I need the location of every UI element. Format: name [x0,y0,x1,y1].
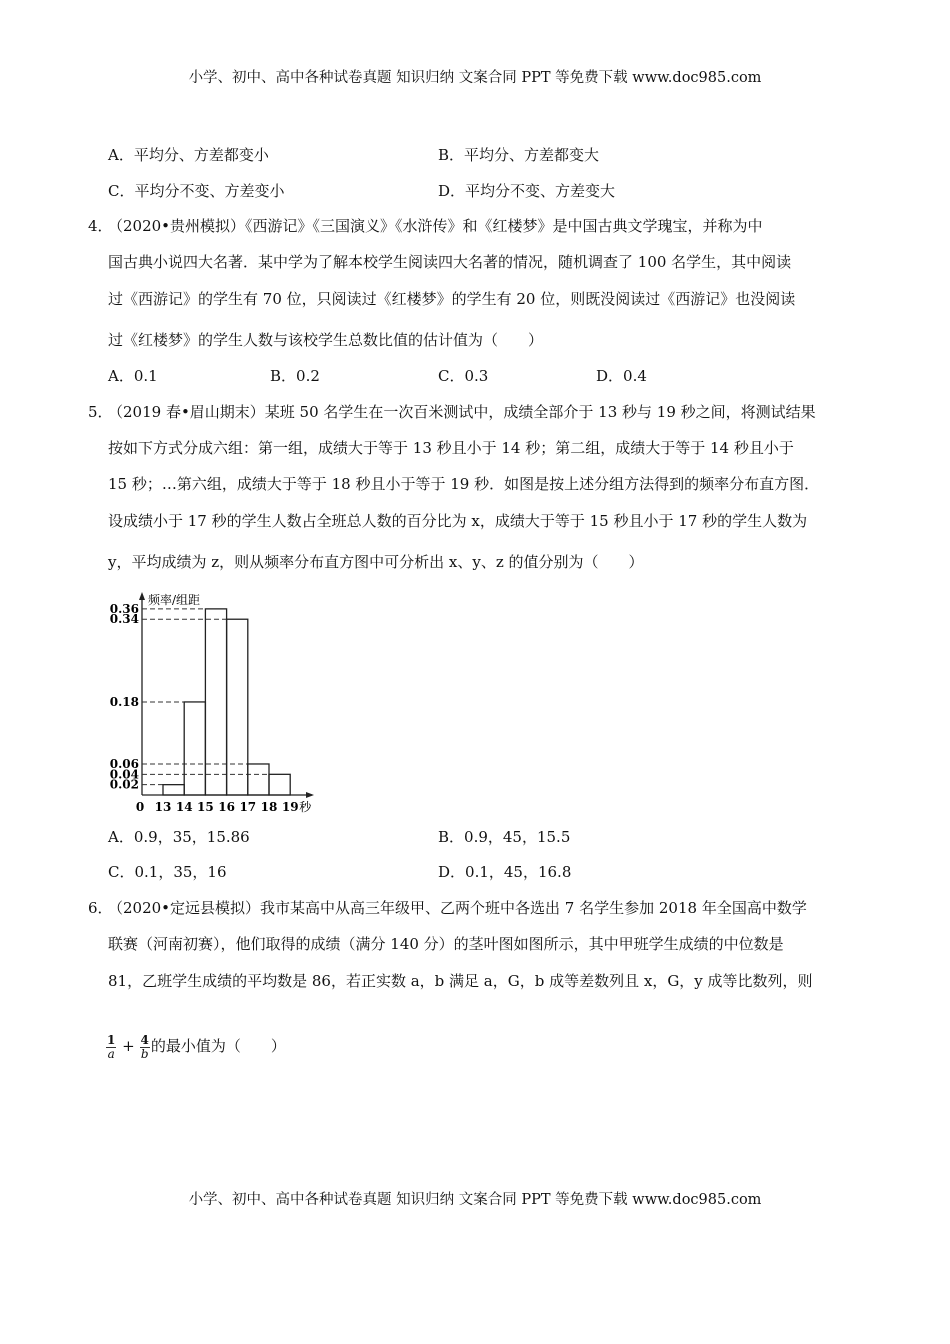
y-tick-label: 0.02 [109,777,139,792]
q5-number: 5． [88,403,113,421]
histogram-bar [227,619,248,795]
page-footer: 小学、初中、高中各种试卷真题 知识归纳 文案合同 PPT 等免费下载 www.doc985.com [188,1192,762,1208]
histogram-bar [163,785,184,795]
x-tick-label: 0 [135,800,145,814]
x-tick-label: 14 [175,800,193,814]
y-tick-label: 0.04 [109,767,139,782]
q5-line: 设成绩小于 17 秒的学生人数占全班总人数的百分比为 x，成绩大于等于 15 秒且小于 17 秒的学生人数为 [108,512,808,530]
fraction-1-over-a [106,1034,116,1061]
q5-option-a: A．0.9，35，15.86 [108,828,250,846]
q4-line: （2020•贵州模拟）《西游记》《三国演义》《水浒传》和《红楼梦》是中国古典文学瑰宝，并称为中 [108,217,763,235]
q5-option-c: C．0.1，35，16 [108,863,227,881]
q4-number: 4． [88,217,113,235]
q5-line: 按如下方式分成六组：第一组，成绩大于等于 13 秒且小于 14 秒；第二组，成绩大于等于 14 秒且小于 [108,439,794,457]
q4-option-d: D．0.4 [596,367,647,385]
y-tick-label: 0.34 [109,612,139,627]
q5-line: 15 秒；…第六组，成绩大于等于 18 秒且小于等于 19 秒．如图是按上述分组方法得到的频率分布直方图． [108,475,820,493]
q6-line: （2020•定远县模拟）我市某高中从高三年级甲、乙两个班中各选出 7 名学生参加 2018 年全国高中数学 [108,899,807,917]
q4-option-b: B．0.2 [270,367,320,385]
q3-option-a: A．平均分、方差都变小 [108,146,269,164]
q3-option-b: B．平均分、方差都变大 [438,146,600,164]
q6-formula-line [106,1028,286,1064]
histogram-bar [248,764,269,795]
q3-option-d: D．平均分不变、方差变大 [438,182,616,200]
q5-line: （2019 春•眉山期末）某班 50 名学生在一次百米测试中，成绩全部介于 13 秒与 19 秒之间，将测试结果 [108,403,816,421]
x-tick-label: 17 [239,800,257,814]
x-tick-label: 13 [154,800,172,814]
histogram-bar [205,609,226,795]
denominator: a [107,1046,115,1061]
numerator: 1 [107,1032,116,1047]
q5-line: y，平均成绩为 z，则从频率分布直方图中可分析出 x、y、z 的值分别为（ ） [108,553,644,571]
x-tick-label: 18 [260,800,278,814]
x-tick-label: 16 [218,800,235,814]
q6-line: 联赛（河南初赛），他们取得的成绩（满分 140 分）的茎叶图如图所示，其中甲班学生成绩的中位数是 [108,935,784,953]
q4-line: 过《西游记》的学生有 70 位，只阅读过《红楼梦》的学生有 20 位，则既没阅读过《西游记》也没阅读 [108,290,796,308]
y-axis-arrow-icon [139,592,145,600]
denominator: b [140,1046,149,1061]
q6-line: 81，乙班学生成绩的平均数是 86，若正实数 a，b 满足 a，G，b 成等差数列且 x，G，y 成等比数列，则 [108,972,813,990]
x-axis-arrow-icon [306,792,314,798]
q5-option-d: D．0.1，45，16.8 [438,863,572,881]
numerator: 4 [140,1032,149,1047]
q4-line: 过《红楼梦》的学生人数与该校学生总数比值的估计值为（ ） [108,331,544,349]
page-header: 小学、初中、高中各种试卷真题 知识归纳 文案合同 PPT 等免费下载 www.doc985.com [188,70,762,86]
fraction-4-over-b [140,1034,150,1061]
q4-option-a: A．0.1 [108,367,158,385]
y-axis-label: 频率/组距 [148,593,201,607]
y-tick-label: 0.36 [109,601,139,616]
x-tick-label: 15 [197,800,214,814]
y-tick-label: 0.06 [109,756,139,771]
q4-option-c: C．0.3 [438,367,489,385]
y-tick-label: 0.18 [109,694,139,709]
q6-question-tail: 的最小值为（ ） [150,1037,286,1055]
q6-number: 6． [88,899,113,917]
x-tick-label: 19 [281,800,299,814]
q3-option-c: C．平均分不变、方差变小 [108,182,285,200]
histogram-bar [184,702,205,795]
histogram-bar [269,774,290,795]
plus-sign: + [122,1037,135,1055]
frequency-histogram [100,590,320,815]
q5-option-b: B．0.9，45，15.5 [438,828,571,846]
x-axis-label: 秒 [299,800,312,814]
q4-line: 国古典小说四大名著．某中学为了解本校学生阅读四大名著的情况，随机调查了 100 名学生，其中阅读 [108,253,792,271]
